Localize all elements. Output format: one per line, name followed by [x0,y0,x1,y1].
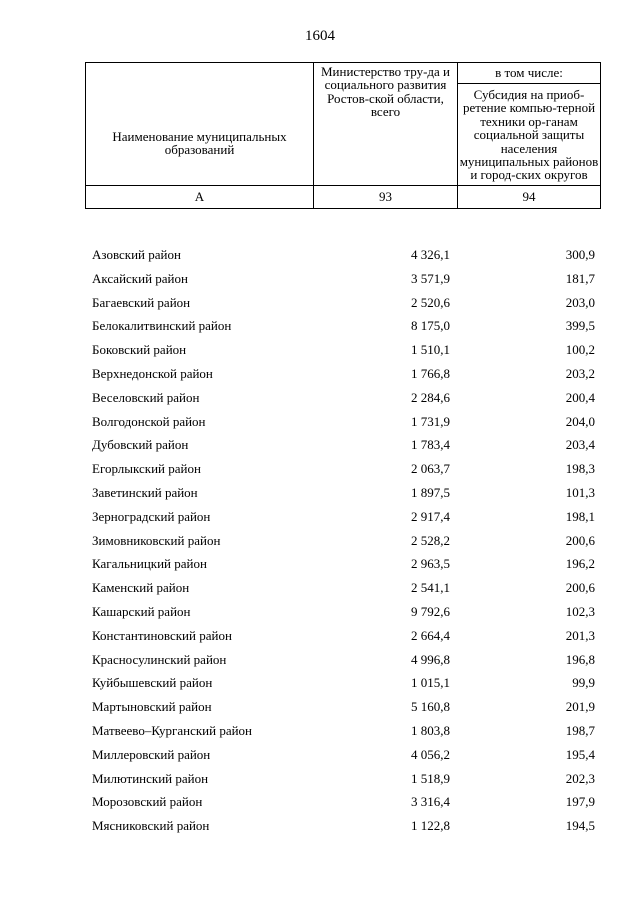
subsidy-value: 196,2 [565,556,595,572]
total-value: 1 783,4 [411,437,450,453]
subsidy-value: 200,6 [565,580,595,596]
municipality-name: Матвеево–Курганский район [92,722,253,738]
municipality-name: Куйбышевский район [92,675,213,691]
table-row [0,315,640,339]
total-value: 1 803,8 [411,722,450,738]
subsidy-value: 300,9 [565,247,595,262]
total-value: 2 520,6 [411,294,450,310]
subsidy-value: 194,5 [565,818,595,834]
total-value: 4 056,2 [411,746,450,762]
table-row [0,363,640,387]
table-row [0,292,640,316]
table-row [0,387,640,411]
header-subsidy-label: Субсидия на приоб-ретение компью-терной техники ор-ганам социальной защиты населения муниципальных районов и город-ских округов [459,87,599,183]
total-value: 2 963,5 [411,556,450,572]
municipality-name: Мартыновский район [92,699,212,715]
municipality-name: Веселовский район [92,389,200,405]
table-row [0,744,640,768]
municipality-name: Красносулинский район [92,651,227,667]
subsidy-value: 204,0 [565,413,595,429]
table-row [0,339,640,363]
table-row [0,696,640,720]
total-value: 2 664,4 [411,627,450,643]
table-row [0,434,640,458]
subsidy-value: 198,7 [565,722,595,738]
municipality-name: Константиновский район [92,627,232,643]
subsidy-value: 201,9 [565,699,595,715]
municipality-name: Егорлыкский район [92,461,201,477]
total-value: 1 897,5 [411,484,450,500]
subsidy-value: 198,1 [565,508,595,524]
table-row [0,506,640,530]
municipality-name: Кагальницкий район [92,556,207,572]
table-row [0,244,640,268]
municipality-name: Мясниковский район [92,818,210,834]
header-ministry-label: Министерство тру-да и социального развития Ростов-ской области, всего [321,64,450,120]
municipality-name: Верхнедонской район [92,365,213,381]
subsidy-value: 203,2 [565,365,595,381]
subsidy-value: 181,7 [565,270,595,286]
municipality-name: Азовский район [92,247,181,262]
table-row [0,553,640,577]
header-subsidy [458,84,601,186]
table-row [0,625,640,649]
header-municipality [86,63,314,186]
total-value: 4 326,1 [411,247,450,262]
table-row [0,649,640,673]
municipality-name: Кашарский район [92,603,191,619]
header-municipality-label: Наименование муниципальных образований [112,128,287,157]
municipality-name: Багаевский район [92,294,191,310]
total-value: 3 316,4 [411,794,450,810]
total-value: 1 731,9 [411,413,450,429]
total-value: 2 063,7 [411,461,450,477]
page-number: 1604 [305,28,335,44]
total-value: 1 510,1 [411,342,450,358]
subsidy-value: 203,4 [565,437,595,453]
total-value: 1 122,8 [411,818,450,834]
municipality-name: Морозовский район [92,794,203,810]
subsidy-value: 200,6 [565,532,595,548]
header-including: в том числе: [458,63,601,84]
subsidy-value: 201,3 [565,627,595,643]
municipality-name: Миллеровский район [92,746,211,762]
total-value: 8 175,0 [411,318,450,334]
table-header [85,62,601,209]
subsidy-value: 202,3 [565,770,595,786]
subsidy-value: 196,8 [565,651,595,667]
table-row [0,672,640,696]
total-value: 2 541,1 [411,580,450,596]
table-row [0,530,640,554]
subsidy-value: 197,9 [565,794,595,810]
table-row [0,720,640,744]
municipality-name: Зерноградский район [92,508,211,524]
table-row [0,458,640,482]
municipality-name: Милютинский район [92,770,209,786]
subsidy-value: 99,9 [572,675,595,691]
header-ministry [314,63,458,186]
table-row [0,815,640,839]
table-row [0,268,640,292]
municipality-name: Заветинский район [92,484,198,500]
municipality-name: Дубовский район [92,437,189,453]
municipality-name: Боковский район [92,342,187,358]
subsidy-value: 203,0 [565,294,595,310]
subsidy-value: 195,4 [565,746,595,762]
total-value: 4 996,8 [411,651,450,667]
data-rows [0,244,640,839]
subsidy-value: 102,3 [565,603,595,619]
total-value: 1 518,9 [411,770,450,786]
total-value: 3 571,9 [411,270,450,286]
subsidy-value: 101,3 [565,484,595,500]
municipality-name: Аксайский район [92,270,188,286]
table-row [0,768,640,792]
municipality-name: Каменский район [92,580,190,596]
table-row [0,791,640,815]
code-94: 94 [458,185,601,208]
total-value: 1 015,1 [411,675,450,691]
code-93: 93 [314,185,458,208]
total-value: 2 917,4 [411,508,450,524]
municipality-name: Белокалитвинский район [92,318,232,334]
subsidy-value: 198,3 [565,461,595,477]
subsidy-value: 399,5 [565,318,595,334]
total-value: 9 792,6 [411,603,450,619]
total-value: 5 160,8 [411,699,450,715]
code-a: А [86,185,314,208]
municipality-name: Волгодонской район [92,413,206,429]
municipality-name: Зимовниковский район [92,532,221,548]
total-value: 1 766,8 [411,365,450,381]
total-value: 2 284,6 [411,389,450,405]
total-value: 2 528,2 [411,532,450,548]
subsidy-value: 200,4 [565,389,595,405]
table-row [0,577,640,601]
subsidy-value: 100,2 [565,342,595,358]
table-row [0,601,640,625]
table-row [0,482,640,506]
table-row [0,411,640,435]
